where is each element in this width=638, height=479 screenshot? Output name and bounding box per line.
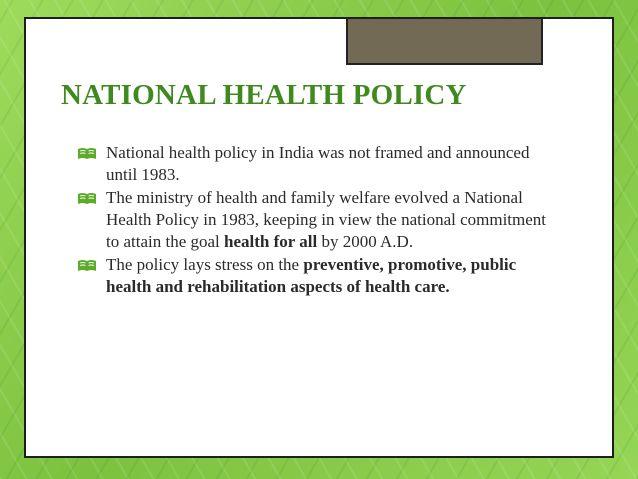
bullet-list — [76, 142, 556, 299]
book-bullet-icon — [77, 259, 97, 272]
list-item — [76, 187, 556, 253]
book-bullet-icon — [77, 147, 97, 160]
bullet-text: The ministry of health and family welfare evolved a National Health Policy in 1983, keeping in view the national commitment to attain the goal — [106, 188, 547, 251]
bullet-text: The policy lays stress on the — [106, 255, 304, 274]
slide — [24, 17, 614, 458]
bullet-bold-text: health for all — [224, 232, 318, 251]
slide-title: NATIONAL HEALTH POLICY — [61, 79, 467, 111]
list-item — [76, 254, 556, 298]
book-bullet-icon — [77, 192, 97, 205]
bullet-text: National health policy in India was not framed and announced until 1983. — [106, 143, 530, 184]
accent-tab — [346, 19, 543, 65]
list-item — [76, 142, 556, 186]
bullet-bold-text: preventive, promotive, public health and rehabilitation aspects of health care. — [106, 255, 517, 296]
bullet-text-end: by 2000 A.D. — [317, 232, 414, 251]
